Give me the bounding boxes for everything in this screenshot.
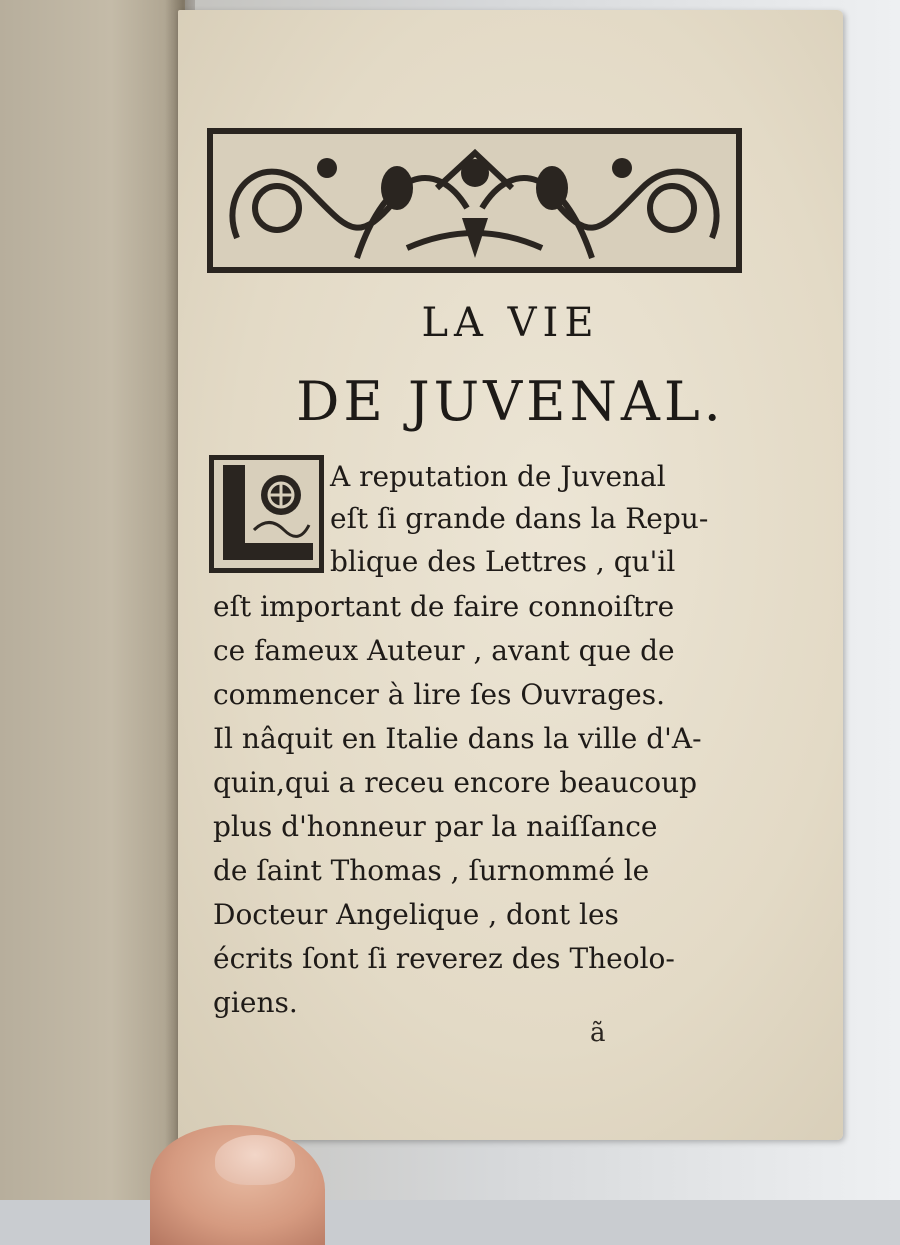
text-line: de ſaint Thomas , ſurnommé le [213, 854, 650, 887]
text-line: écrits ſont ſi reverez des Theolo- [213, 942, 675, 975]
signature-mark: ã [590, 1018, 606, 1048]
title-line-2: DE JUVENAL. [296, 370, 725, 433]
text-line: blique des Lettres , qu'il [330, 545, 676, 578]
text-line: commencer à lire ſes Ouvrages. [213, 678, 665, 711]
text-line: ce fameux Auteur , avant que de [213, 634, 675, 667]
text-line: A reputation de Juvenal [330, 460, 666, 493]
text-line: Il nâquit en Italie dans la ville d'A- [213, 722, 702, 755]
thumbnail [215, 1135, 295, 1185]
text-line: eſt important de faire connoiſtre [213, 590, 675, 623]
left-page [0, 0, 185, 1200]
text-line: Docteur Angelique , dont les [213, 898, 619, 931]
text-line: plus d'honneur par la naiſſance [213, 810, 658, 843]
text-line: eſt ſi grande dans la Repu- [330, 502, 709, 535]
text-line: giens. [213, 986, 298, 1019]
decorated-drop-cap [209, 455, 324, 573]
text-line: quin,qui a receu encore beaucoup [213, 766, 698, 799]
title-line-1: LA VIE [421, 300, 600, 346]
ornamental-headpiece [207, 128, 742, 273]
